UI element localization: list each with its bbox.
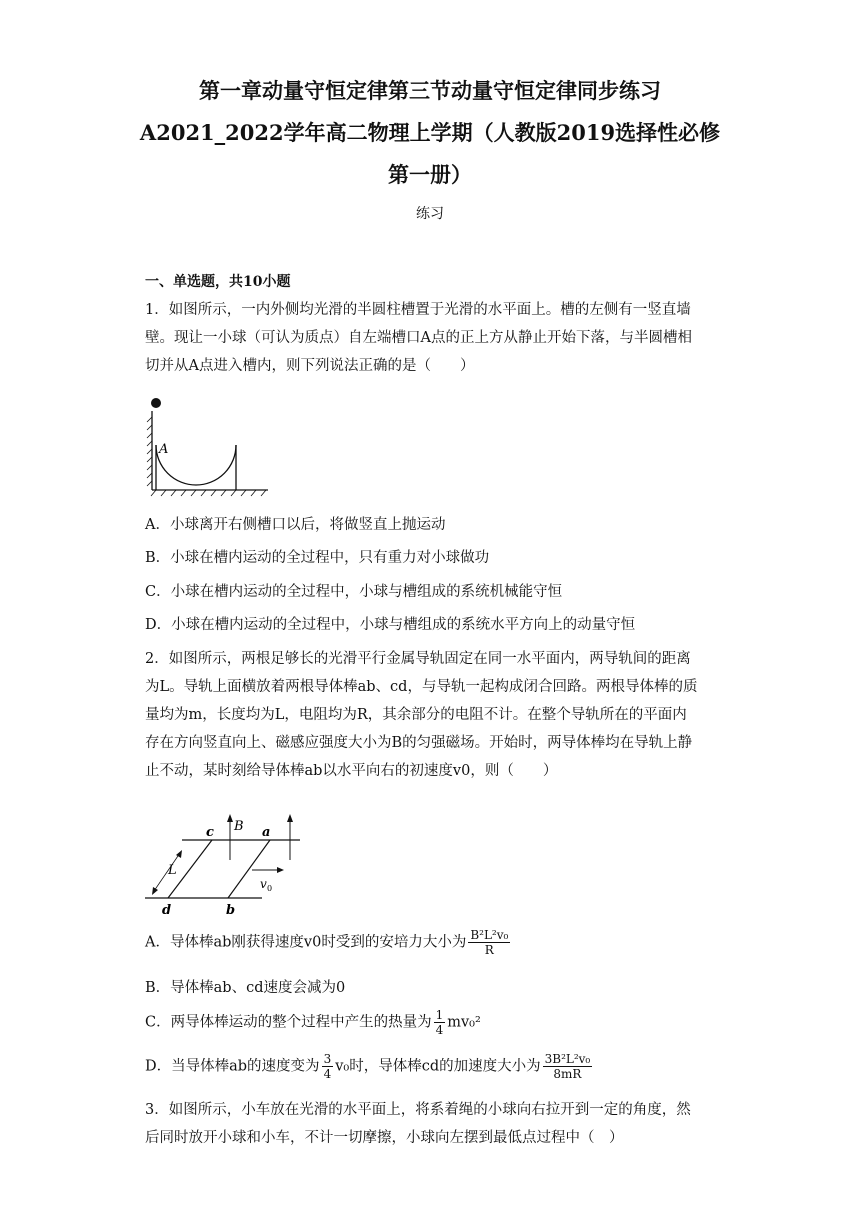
- option-d-numerator-1: 3: [323, 1052, 332, 1066]
- option-c-text: C．两导体棒运动的整个过程中产生的热量为: [145, 1014, 432, 1031]
- question-1-option-c[interactable]: C．小球在槽内运动的全过程中，小球与槽组成的系统机械能守恒: [145, 584, 563, 600]
- question-3-stem: [145, 1096, 715, 1152]
- option-c-fraction: [434, 1008, 446, 1037]
- option-d-denominator-2: 8mR: [553, 1067, 582, 1081]
- question-1-option-d[interactable]: D．小球在槽内运动的全过程中，小球与槽组成的系统水平方向上的动量守恒: [145, 617, 636, 633]
- question-1-line: 壁。现让一小球（可认为质点）自左端槽口A点的正上方从静止开始下落，与半圆槽相: [145, 330, 692, 346]
- question-2-line: 止不动，某时刻给导体棒ab以水平向右的初速度v0，则（ ）: [145, 763, 558, 779]
- question-2-stem: [145, 645, 715, 785]
- question-1-option-b[interactable]: B．小球在槽内运动的全过程中，只有重力对小球做功: [145, 550, 490, 566]
- document-title-line-3: 第一册）: [388, 162, 472, 187]
- option-a-fraction: [468, 928, 510, 957]
- question-3-line: 3．如图所示，小车放在光滑的水平面上，将系着绳的小球向右拉开到一定的角度，然: [145, 1102, 691, 1118]
- question-1-line: 1．如图所示，一内外侧均光滑的半圆柱槽置于光滑的水平面上。槽的左侧有一竖直墙: [145, 302, 691, 318]
- figure-label-d: d: [162, 903, 172, 918]
- figure-label-a: a: [262, 825, 271, 840]
- option-c-numerator: 1: [435, 1008, 444, 1022]
- question-1-option-a[interactable]: A．小球离开右侧槽口以后，将做竖直上抛运动: [145, 517, 446, 533]
- question-1-stem: [145, 296, 715, 380]
- option-d-text-2: v₀时，导体棒cd的加速度大小为: [335, 1058, 541, 1075]
- question-3-line: 后同时放开小球和小车，不计一切摩擦，小球向左摆到最低点过程中（ ）: [145, 1130, 624, 1146]
- option-d-text-1: D．当导体棒ab的速度变为: [145, 1058, 320, 1075]
- figure-label-l: L: [168, 863, 177, 878]
- option-a-denominator: R: [484, 943, 494, 957]
- option-a-numerator: B²L²v₀: [470, 928, 509, 942]
- document-subtitle: 练习: [416, 206, 444, 222]
- question-2-line: 量均为m，长度均为L，电阻均为R，其余部分的电阻不计。在整个导轨所在的平面内: [145, 707, 687, 723]
- question-2-line: 2．如图所示，两根足够长的光滑平行金属导轨固定在同一水平面内，两导轨间的距离: [145, 651, 691, 667]
- section-heading: 一、单选题，共10小题: [145, 274, 291, 290]
- document-title-line-2: A2021_2022学年高二物理上学期（人教版2019选择性必修: [139, 120, 721, 145]
- option-c-tail: mv₀²: [447, 1014, 481, 1031]
- option-c-denominator: 4: [435, 1023, 444, 1037]
- figure-label-v0: v: [260, 877, 267, 891]
- question-2-line: 存在方向竖直向上、磁感应强度大小为B的匀强磁场。开始时，两导体棒均在导轨上静: [145, 735, 693, 751]
- question-2-option-a[interactable]: [145, 928, 512, 957]
- question-1-line: 切并从A点进入槽内，则下列说法正确的是（ ）: [145, 358, 475, 374]
- question-2-option-b[interactable]: B．导体棒ab、cd速度会减为0: [145, 980, 346, 996]
- option-a-text: A．导体棒ab刚获得速度v0时受到的安培力大小为: [145, 934, 467, 951]
- figure-label-a: A: [159, 442, 169, 457]
- question-2-figure: [140, 808, 300, 918]
- figure-label-v0-subscript: 0: [267, 884, 273, 893]
- figure-label-b: b: [226, 903, 236, 918]
- option-d-fraction-1: [322, 1052, 334, 1081]
- question-2-option-c[interactable]: [145, 1008, 481, 1037]
- question-1-figure: [140, 395, 275, 500]
- option-d-denominator-1: 4: [323, 1067, 332, 1081]
- question-2-option-d[interactable]: [145, 1052, 594, 1081]
- figure-label-b-field: B: [234, 819, 244, 834]
- question-2-line: 为L。导轨上面横放着两根导体棒ab、cd，与导轨一起构成闭合回路。两根导体棒的质: [145, 679, 698, 695]
- option-d-numerator-2: 3B²L²v₀: [544, 1052, 591, 1066]
- figure-label-c: c: [206, 825, 214, 840]
- document-title-line-1: 第一章动量守恒定律第三节动量守恒定律同步练习: [199, 78, 661, 103]
- option-d-fraction-2: [543, 1052, 593, 1081]
